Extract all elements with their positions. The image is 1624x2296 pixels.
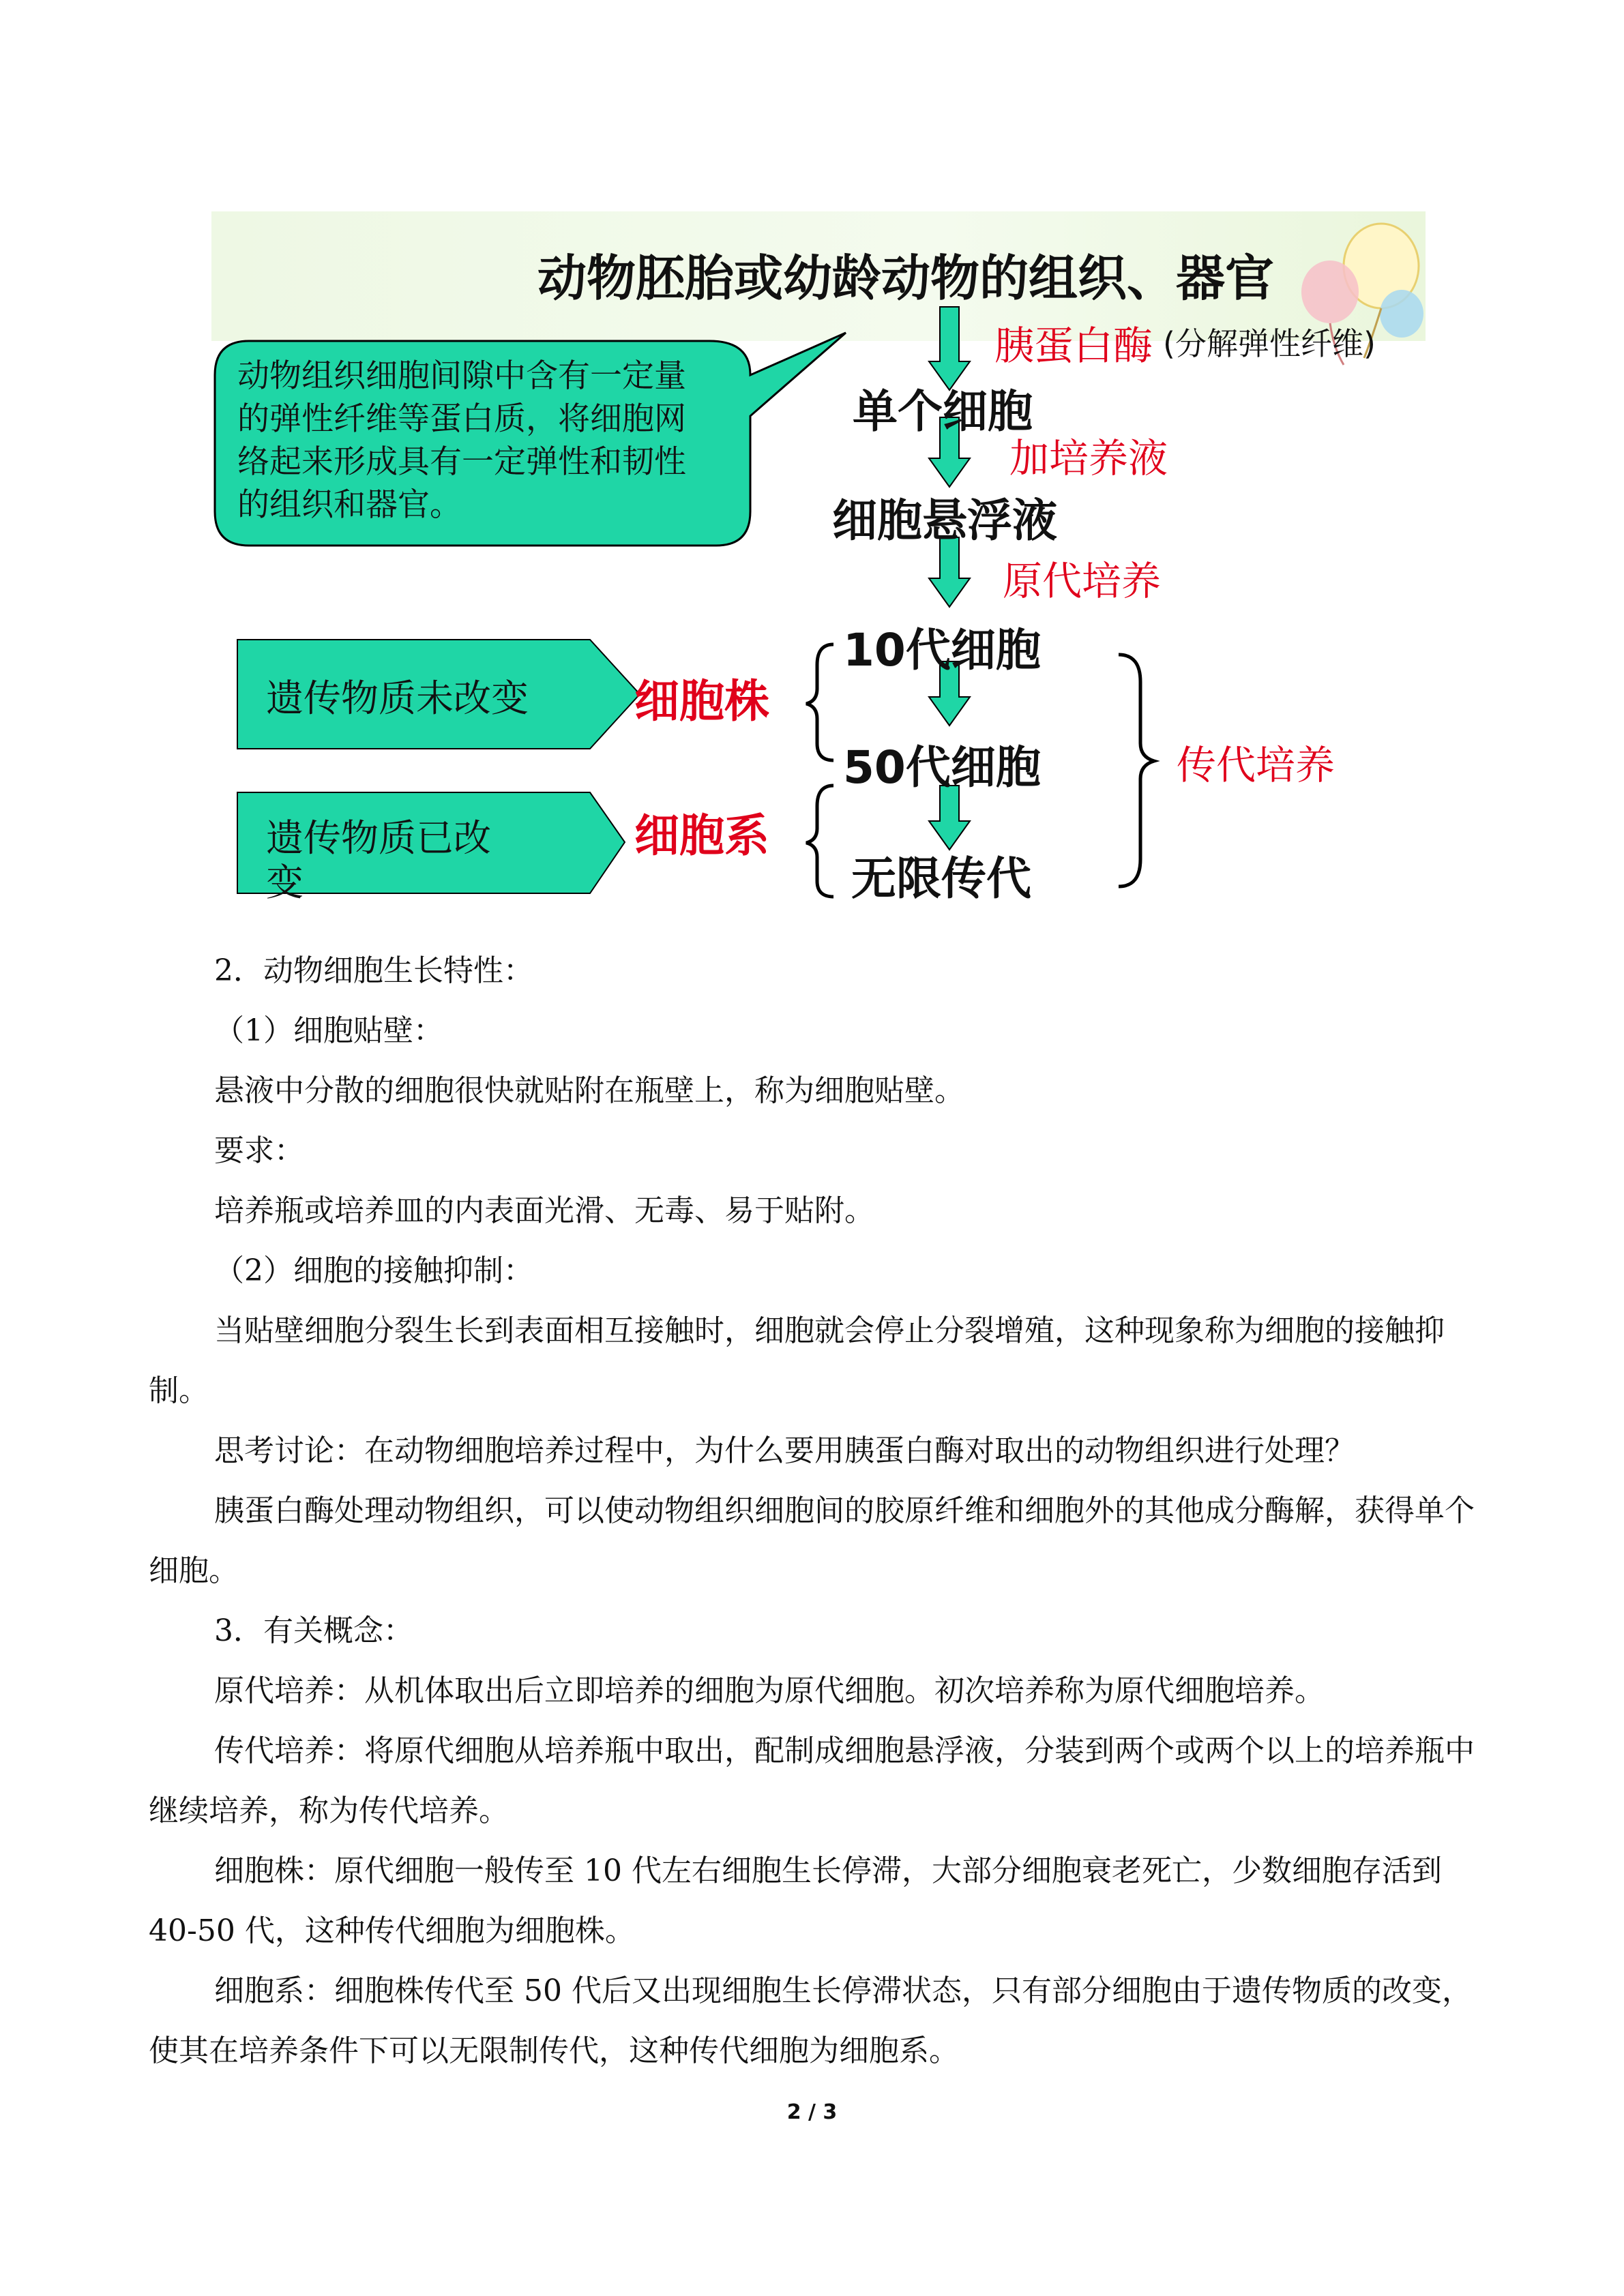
flow-diagram [211, 211, 1426, 907]
paragraph: 传代培养：将原代细胞从培养瓶中取出，配制成细胞悬浮液，分装到两个或两个以上的培养瓶中继续培养，称为传代培养。 [149, 1733, 1475, 1828]
callout-line: 动物组织细胞间隙中含有一定量 [237, 357, 686, 395]
text-unchanged: 遗传物质未改变 [266, 676, 529, 720]
label-enzyme: 胰蛋白酶 [994, 323, 1153, 369]
step-gen50: 50代细胞 [843, 741, 1041, 794]
label-cell-strain: 细胞株 [634, 675, 769, 728]
callout-line: 的组织和器官。 [237, 486, 462, 524]
label-subculture: 传代培养 [1177, 742, 1335, 788]
text-changed-b: 变 [266, 861, 304, 904]
label-add-medium: 加培养液 [1009, 435, 1168, 481]
callout-line: 的弹性纤维等蛋白质，将细胞网 [237, 400, 686, 438]
step-single-cell: 单个细胞 [853, 385, 1033, 438]
brace-left-bottom [806, 786, 833, 897]
paragraph: 细胞株：原代细胞一般传至 10 代左右细胞生长停滞，大部分细胞衰老死亡，少数细胞存活到 40-50 代，这种传代细胞为细胞株。 [149, 1853, 1442, 1948]
diagram-shapes [211, 211, 1426, 907]
step-gen10: 10代细胞 [843, 624, 1041, 676]
section-heading-concepts: 3．有关概念： [214, 1613, 413, 1648]
subheading-contact-inhibition: （2）细胞的接触抑制： [214, 1253, 533, 1288]
paragraph-question: 思考讨论：在动物细胞培养过程中，为什么要用胰蛋白酶对取出的动物组织进行处理？ [214, 1433, 1355, 1468]
label-enzyme-note: (分解弹性纤维) [1163, 325, 1376, 362]
paragraph: 胰蛋白酶处理动物组织，可以使动物组织细胞间的胶原纤维和细胞外的其他成分酶解，获得单个细胞。 [149, 1493, 1475, 1588]
paragraph: 要求： [214, 1133, 304, 1168]
paragraph: 悬液中分散的细胞很快就贴附在瓶壁上，称为细胞贴壁。 [214, 1073, 964, 1108]
step-cell-suspension: 细胞悬浮液 [832, 494, 1057, 547]
step-unlimited: 无限传代 [851, 852, 1031, 905]
brace-left-top [806, 644, 833, 760]
paragraph: 原代培养：从机体取出后立即培养的细胞为原代细胞。初次培养称为原代细胞培养。 [214, 1673, 1325, 1708]
paragraph: 细胞系：细胞株传代至 50 代后又出现细胞生长停滞状态，只有部分细胞由于遗传物质的改变，使其在培养条件下可以无限制传代，这种传代细胞为细胞系。 [149, 1973, 1472, 2068]
callout-line: 络起来形成具有一定弹性和韧性 [237, 443, 686, 481]
subheading-adherence: （1）细胞贴壁： [214, 1013, 443, 1048]
text-changed-a: 遗传物质已改 [266, 816, 492, 860]
section-heading-growth: 2．动物细胞生长特性： [214, 953, 533, 988]
diagram-title: 动物胚胎或幼龄动物的组织、器官 [537, 250, 1275, 307]
label-primary-culture: 原代培养 [1003, 558, 1162, 604]
callout-text [237, 355, 756, 526]
label-cell-line: 细胞系 [634, 809, 769, 862]
paragraph: 培养瓶或培养皿的内表面光滑、无毒、易于贴附。 [214, 1193, 874, 1228]
paragraph: 当贴壁细胞分裂生长到表面相互接触时，细胞就会停止分裂增殖，这种现象称为细胞的接触抑制。 [149, 1313, 1445, 1408]
brace-right [1119, 655, 1154, 886]
page-number: 2 / 3 [786, 2100, 838, 2124]
